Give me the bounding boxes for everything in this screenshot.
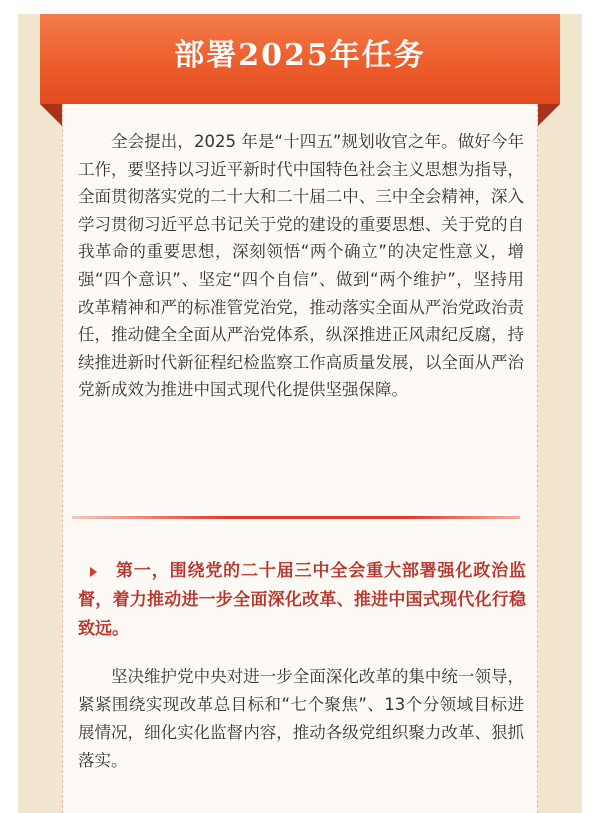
- banner-fold-left: [40, 104, 62, 126]
- title-banner: [40, 14, 560, 104]
- point-one-body: 坚决维护党中央对进一步全面深化改革的集中统一领导，紧紧围绕实现改革总目标和“七个聚焦”、13个分领域目标进展情况，细化实化监督内容，推动各级党组织聚力改革、狠抓落实。: [78, 667, 524, 770]
- page-title: 部署2025年任务: [174, 38, 426, 73]
- point-one-heading: 第一，围绕党的二十届三中全会重大部署强化政治监督，着力推动进一步全面深化改革、推进中国式现代化行稳致远。: [78, 561, 526, 639]
- section-divider: [72, 516, 520, 519]
- banner-fold-right: [538, 104, 560, 126]
- intro-paragraph: 全会提出，2025 年是“十四五”规划收官之年。做好今年工作，要坚持以习近平新时代中国特色社会主义思想为指导，全面贯彻落实党的二十大和二十届二中、三中全会精神，深入学习贯彻习近平总书记关于党的建设的重要思想、关于党的自我革命的重要思想，深刻领悟“两个确立”的决定性意义，增强“四个意识”、坚定“四个自信”、做到“两个维护”，坚持用改革精神和严的标准管党治党，推动落实全面从严治党政治责任，推动健全全面从严治党体系，纵深推进正风肃纪反腐，持续推进新时代新征程纪检监察工作高质量发展，以全面从严治党新成效为推进中国式现代化提供坚强保障。: [78, 132, 524, 400]
